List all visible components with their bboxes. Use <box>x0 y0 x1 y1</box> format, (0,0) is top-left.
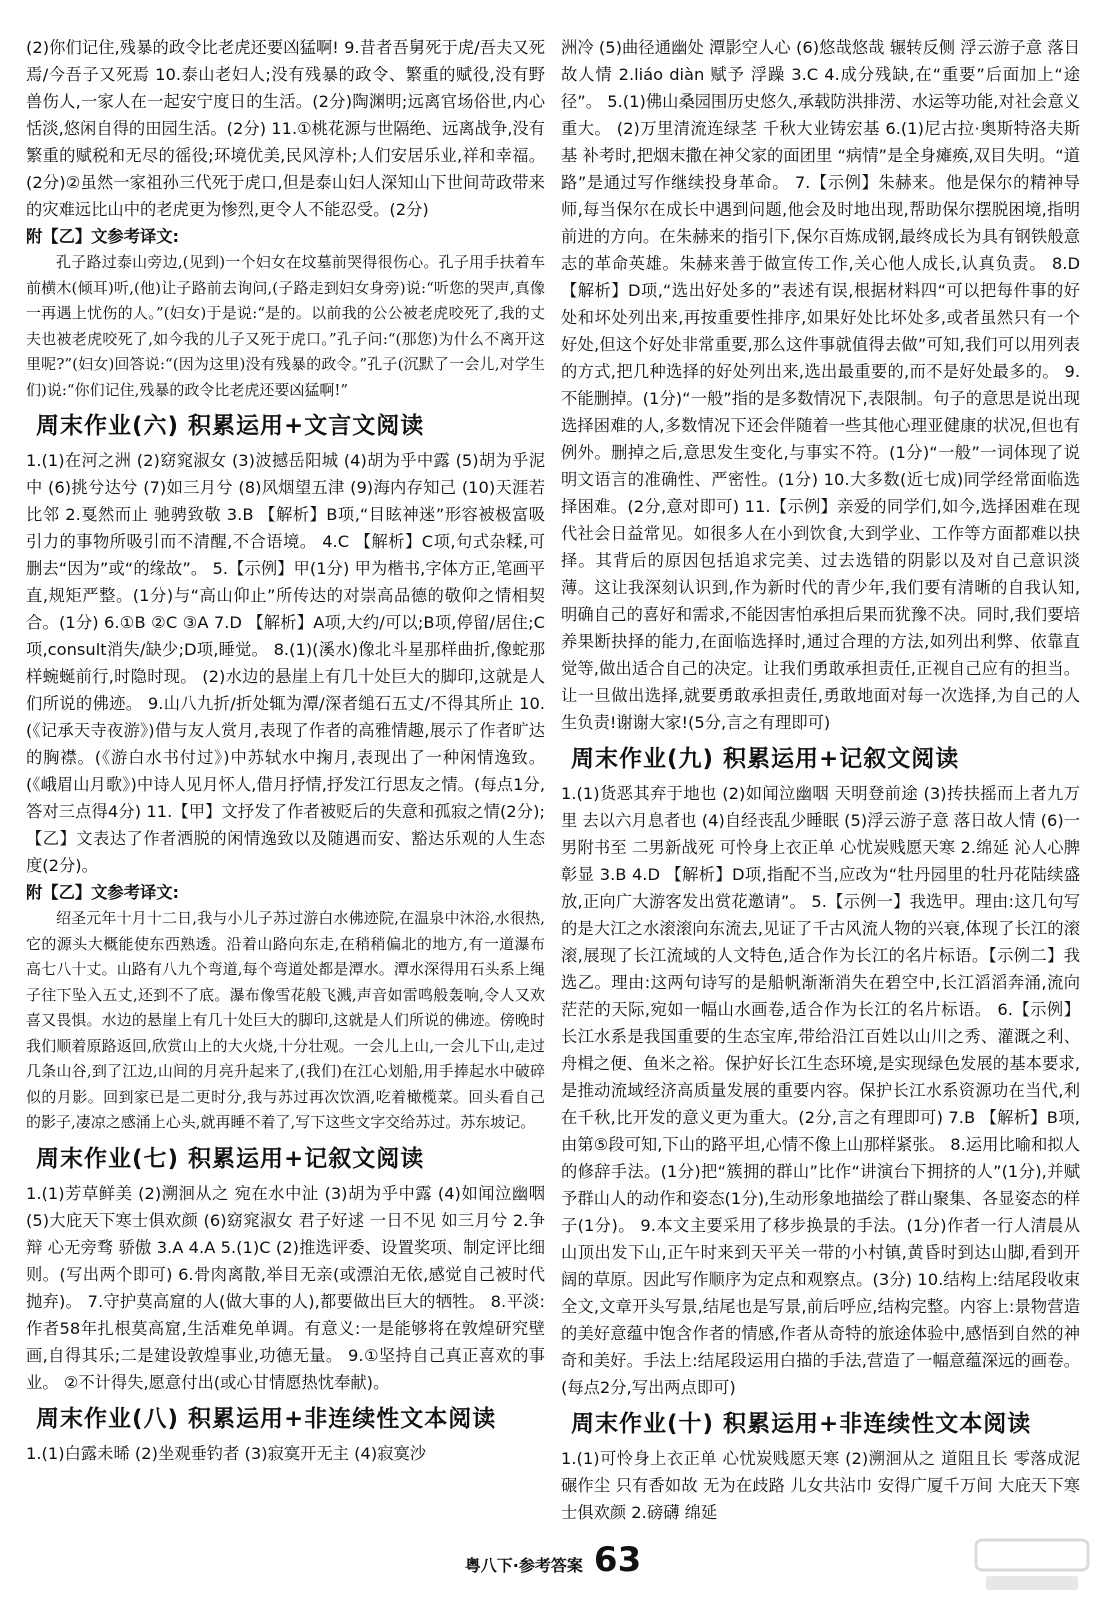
watermark-logo-icon <box>972 1532 1092 1596</box>
translation-paragraph: 孔子路过泰山旁边,(见到)一个妇女在坟墓前哭得很伤心。孔子用手扶着车前横木(倾耳)听,(他)让子路前去询问,(子路走到妇女身旁)说:“听您的哭声,真像一再遇上忧伤的人。”(妇女)于是说:“是的。以前我的公公被老虎咬死了,我的丈夫也被老虎咬死了,如今我的儿子又死于虎口。”孔子问:“(那您)为什么不离开这里呢?”(妇女)回答说:“(因为这里)没有残暴的政令。”孔子(沉默了一会儿,对学生们)说:“你们记住,残暴的政令比老虎还要凶猛啊!” <box>26 253 545 399</box>
page-number: 63 <box>593 1540 642 1580</box>
section-heading: 周末作业(七) 积累运用+记叙文阅读 <box>36 1145 425 1172</box>
translation-label: 附【乙】文参考译文: <box>26 883 180 902</box>
translation-label: 附【乙】文参考译文: <box>26 227 180 246</box>
two-column-layout <box>26 34 1080 1556</box>
section-heading: 周末作业(十) 积累运用+非连续性文本阅读 <box>571 1411 1032 1437</box>
answer-paragraph: 1.(1)芳草鲜美 (2)溯洄从之 宛在水中沚 (3)胡为乎中露 (4)如闻泣幽咽 (5)大庇天下寒士俱欢颜 (6)窈窕淑女 君子好逑 一日不见 如三月兮 2.争辩 心无旁骛 骄傲 3.A 4.A 5.(1)C (2)推选评委、设置奖项、制定评比细则。(写出两个即可) 6.骨肉离散,举目无亲(或漂泊无依,感觉自己被时代抛弃)。 7.守护莫高窟的人(做大事的人),都要做出巨大的牺牲。 8.平淡:作者58年扎根莫高窟,生活难免单调。有意义:一是能够将在敦煌研究壁画,自得其乐;二是建设敦煌事业,功德无量。 9.①坚持自己真正喜欢的事业。 ②不计得失,愿意付出(或心甘情愿热忱奉献)。 <box>26 1183 545 1392</box>
footer-label: 粤八下·参考答案 <box>464 1556 583 1575</box>
answer-paragraph: (2)你们记住,残暴的政令比老虎还要凶猛啊! 9.昔者吾舅死于虎/吾夫又死焉/今吾子又死焉 10.泰山老妇人;没有残暴的政令、繁重的赋役,没有野兽伤人,一家人在一起安宁度日的生活。(2分)陶渊明;远离官场俗世,内心恬淡,悠闲自得的田园生活。(2分) 11.①桃花源与世隔绝、远离战争,没有繁重的赋税和无尽的徭役;环境优美,民风淳朴;人们安居乐业,祥和幸福。(2分)②虽然一家祖孙三代死于虎口,但是泰山妇人深知山下世间苛政带来的灾难远比山中的老虎更为惨烈,更令人不能忍受。(2分) <box>26 38 545 219</box>
answer-paragraph: 1.(1)白露未晞 (2)坐观垂钓者 (3)寂寞开无主 (4)寂寞沙 <box>26 1443 427 1463</box>
section-heading: 周末作业(九) 积累运用+记叙文阅读 <box>571 746 960 772</box>
section-heading: 周末作业(八) 积累运用+非连续性文本阅读 <box>36 1405 497 1432</box>
answer-paragraph: 1.(1)货恶其弃于地也 (2)如闻泣幽咽 天明登前途 (3)抟扶摇而上者九万里 去以六月息者也 (4)自经丧乱少睡眠 (5)浮云游子意 落日故人情 (6)一男附书至 二男新战死 可怜身上衣正单 心忧炭贱愿天寒 2.绵延 沁人心脾 彰显 3.B 4.D 【解析】D项,指配不当,应改为“牡丹园里的牡丹花陆续盛放,正向广大游客发出赏花邀请”。 5.【示例一】我选甲。理由:这几句写的是大江之水滚滚向东流去,见证了千古风流人物的兴衰,体现了长江的滚滚,展现了长江流域的人文特色,适合作为长江的名片标语。【示例二】我选乙。理由:这两句诗写的是船帆渐渐消失在碧空中,长江滔滔奔涌,流向茫茫的天际,宛如一幅山水画卷,适合作为长江的名片标语。 6.【示例】长江水系是我国重要的生态宝库,带给沿江百姓以山川之秀、灌溉之利、舟楫之便、鱼米之裕。保护好长江生态环境,是实现绿色发展的基本要求,是推动流域经济高质量发展的重要内容。保护长江水系资源功在当代,利在千秋,比开发的意义更为重大。(2分,言之有理即可) 7.B 【解析】B项,由第⑤段可知,下山的路平坦,心情不像上山那样紧张。 8.运用比喻和拟人的修辞手法。(1分)把“簇拥的群山”比作“讲演台下拥挤的人”(1分),并赋予群山人的动作和姿态(1分),生动形象地描绘了群山聚集、各显姿态的样子(1分)。 9.本文主要采用了移步换景的手法。(1分)作者一行人清晨从山顶出发下山,正午时来到天平关一带的小村镇,黄昏时到达山脚,看到开阔的草原。因此写作顺序为定点和观察点。(3分) 10.结构上:结尾段收束全文,文章开头写景,结尾也是写景,前后呼应,结构完整。内容上:景物营造的美好意蕴中饱含作者的情感,作者从奇特的旅途体验中,感悟到自然的神奇和美好。手法上:结尾段运用白描的手法,营造了一幅意蕴深远的画卷。(每点2分,写出两点即可) <box>561 784 1080 1397</box>
left-column <box>26 34 545 1556</box>
section-heading: 周末作业(六) 积累运用+文言文阅读 <box>36 413 425 439</box>
page-footer <box>0 1540 1106 1580</box>
translation-paragraph: 绍圣元年十月十二日,我与小儿子苏过游白水佛迹院,在温泉中沐浴,水很热,它的源头大概能使东西熟透。沿着山路向东走,在稍稍偏北的地方,有一道瀑布高七八十丈。山路有八九个弯道,每个弯道处都是潭水。潭水深得用石头系上绳子往下坠入五丈,还到不了底。瀑布像雪花般飞溅,声音如雷鸣般轰响,令人又欢喜又畏惧。水边的悬崖上有几十处巨大的脚印,这就是人们所说的佛迹。傍晚时我们顺着原路返回,欣赏山上的大火烧,十分壮观。一会儿上山,一会儿下山,走过几条山谷,到了江边,山间的月亮升起来了,(我们)在江心划船,用手捧起水中破碎似的月影。回到家已是二更时分,我与苏过再次饮酒,吃着橄榄菜。回头看自己的影子,凄凉之感涌上心头,就再睡不着了,写下这些文字交给苏过。苏东坡记。 <box>26 909 545 1131</box>
right-column <box>561 34 1080 1556</box>
answer-paragraph: 洲冷 (5)曲径通幽处 潭影空人心 (6)悠哉悠哉 辗转反侧 浮云游子意 落日故人情 2.liáo diàn 赋予 浮躁 3.C 4.成分残缺,在“重要”后面加上“途径”。 5.(1)佛山桑园围历史悠久,承载防洪排涝、水运等功能,对社会意义重大。 (2)万里清流连绿茎 千秋大业铸宏基 6.(1)尼古拉·奥斯特洛夫斯基 补考时,把烟末撒在神父家的面团里 “病情”是全身瘫痪,双目失明。“道路”是通过写作继续投身革命。 7.【示例】朱赫来。他是保尔的精神导师,每当保尔在成长中遇到问题,他会及时地出现,帮助保尔摆脱困境,指明前进的方向。在朱赫来的指引下,保尔百炼成钢,最终成长为具有钢铁般意志的革命英雄。朱赫来善于做宣传工作,关心他人成长,认真负责。 8.D 【解析】D项,“选出好处多的”表述有误,根据材料四“可以把每件事的好处和坏处列出来,再按重要性排序,如果好处比坏处多,或者虽然只有一个好处,但这个好处非常重要,那么这件事就值得去做”可知,我们可以用列表的方式,把几种选择的好处列出来,选出最重要的,而不是好处最多的。 9.不能删掉。(1分)“一般”指的是多数情况下,表限制。句子的意思是说出现选择困难的人,多数情况下还会伴随着一些其他心理亚健康的状况,但也有例外。删掉之后,意思发生变化,与事实不符。(1分)“一般”一词体现了说明文语言的准确性、严密性。(1分) 10.大多数(近七成)同学经常面临选择困难。(2分,意对即可) 11.【示例】亲爱的同学们,如今,选择困难在现代社会日益常见。如很多人在小到饮食,大到学业、工作等方面都难以抉择。其背后的原因包括追求完美、过去选错的阴影以及对自己意识淡薄。这让我深刻认识到,作为新时代的青少年,我们要有清晰的自我认知,明确自己的喜好和需求,不能因害怕承担后果而犹豫不决。同时,我们要培养果断抉择的能力,在面临选择时,通过合理的方法,如列出利弊、依靠直觉等,做出适合自己的决定。让我们勇敢承担责任,正视自己应有的担当。让一旦做出选择,就要勇敢承担责任,勇敢地面对每一次选择,为自己的人生负责!谢谢大家!(5分,言之有理即可) <box>561 38 1080 732</box>
answer-paragraph: 1.(1)可怜身上衣正单 心忧炭贱愿天寒 (2)溯洄从之 道阻且长 零落成泥碾作尘 只有香如故 无为在歧路 儿女共沾巾 安得广厦千万间 大庇天下寒士俱欢颜 2.磅礴 绵延 <box>561 1449 1080 1522</box>
answer-paragraph: 1.(1)在河之洲 (2)窈窕淑女 (3)波撼岳阳城 (4)胡为乎中露 (5)胡为乎泥中 (6)挑兮达兮 (7)如三月兮 (8)风烟望五津 (9)海内存知己 (10)天涯若比邻 2.戛然而止 驰骋致敬 3.B 【解析】B项,“目眩神迷”形容被极富吸引力的事物所吸引而不清醒,不合语境。 4.C 【解析】C项,句式杂糅,可删去“因为”或“的缘故”。 5.【示例】甲(1分) 甲为楷书,字体方正,笔画平直,规矩严整。(1分)与“高山仰止”所传达的对崇高品德的敬仰之情相契合。(1分) 6.①B ②C ③A 7.D 【解析】A项,大约/可以;B项,停留/居住;C项,consult消失/缺少;D项,睡觉。 8.(1)(溪水)像北斗星那样曲折,像蛇那样蜿蜒前行,时隐时现。 (2)水边的悬崖上有几十处巨大的脚印,这就是人们所说的佛迹。 9.山八九折/折处辄为潭/深者缒石五丈/不得其所止 10.(《记承天寺夜游》)借与友人赏月,表现了作者的高雅情趣,展示了作者旷达的胸襟。(《游白水书付过》)中苏轼水中掬月,表现出了一种闲情逸致。(《峨眉山月歌》)中诗人见月怀人,借月抒情,抒发江行思友之情。(每点1分,答对三点得4分) 11.【甲】文抒发了作者被贬后的失意和孤寂之情(2分);【乙】文表达了作者洒脱的闲情逸致以及随遇而安、豁达乐观的人生态度(2分)。 <box>26 451 545 875</box>
